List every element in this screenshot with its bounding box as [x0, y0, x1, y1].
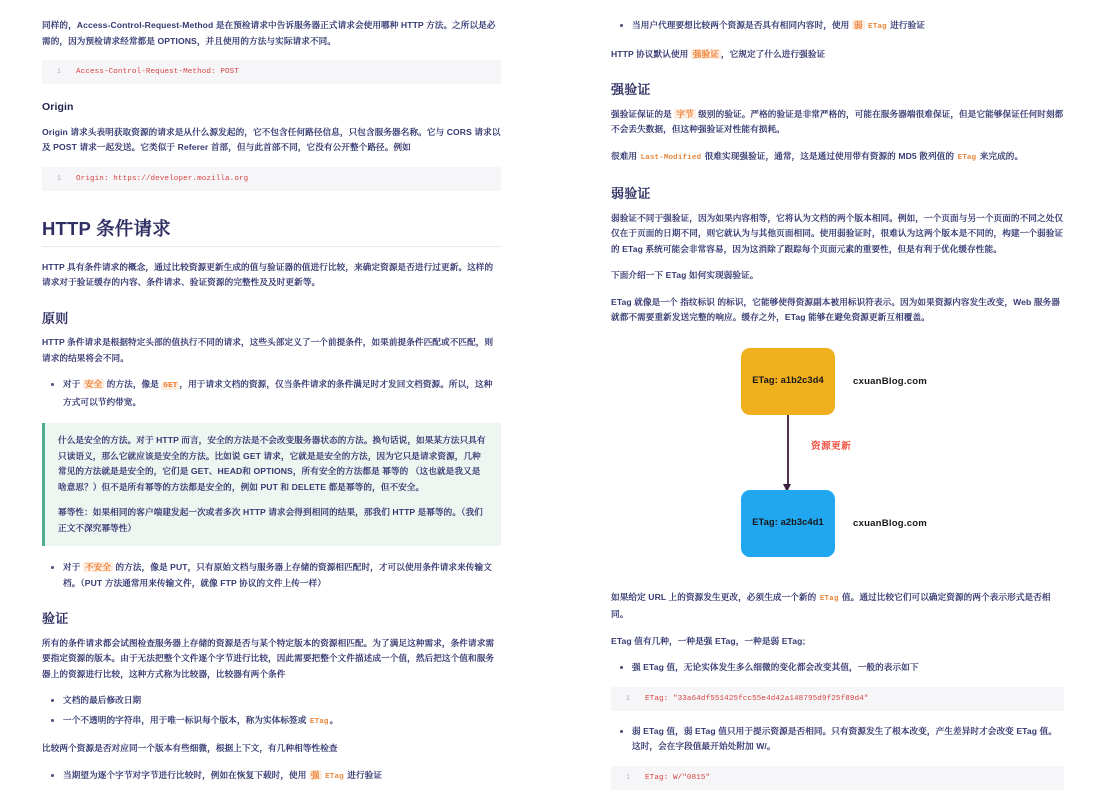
- paragraph-principle: HTTP 条件请求是根据特定头部的值执行不同的请求，这些头部定义了一个前提条件，如果前提条件匹配或不匹配，则请求的结果将会不同。: [42, 337, 494, 363]
- list-item: • 当用户代理要想比较两个资源是否具有相同内容时，使用 弱 ETag 进行验证: [632, 18, 1064, 36]
- code-line-number: 1: [625, 694, 631, 703]
- list-verify-conditions: [42, 693, 501, 730]
- list-weak-etag: [611, 724, 1064, 755]
- heading-strong-validation: 强验证: [611, 82, 651, 97]
- heading-weak-validation: 弱验证: [611, 186, 651, 201]
- code-block-strong-etag: [611, 687, 1064, 711]
- list-item: • 一个不透明的字符串，用于唯一标识每个版本，称为实体标签或 ETag。: [63, 713, 501, 731]
- code-line-number: 1: [56, 174, 62, 183]
- list-item: • 对于 安全 的方法，像是 GET ，用于请求文档的资源，仅当条件请求的条件满足时才发回文档资源。所以，这种方式可以节约带宽。: [63, 377, 501, 410]
- inline-code-last-modified: Last-Modified: [640, 153, 702, 162]
- code-line-number: 1: [56, 68, 62, 76]
- arrow-line: [787, 415, 789, 487]
- heading-verify: 验证: [42, 611, 69, 627]
- paragraph-verify: 所有的条件请求都会试图检查服务器上存储的资源是否与某个特定版本的资源相匹配。为了满足这种需求，条件请求需要指定资源的版本。由于无法把整个文件逐个字节进行比较，因此需要把整个文件描述成一个值，然后把这个值和服务器上的资源进行比较，这种方式称为比较器，比较器有两个条件: [42, 637, 495, 679]
- list-compare-strong: [42, 768, 501, 786]
- note-block-safe-methods: [42, 423, 501, 546]
- diagram-site-label-bottom: cxuanBlog.com: [853, 517, 928, 529]
- heading-principle: 原则: [42, 310, 69, 326]
- list-item: • 文档的最后修改日期: [63, 693, 501, 709]
- paragraph-weak-validation: 弱验证不同于强验证，因为如果内容相等，它将认为文档的两个版本相同。例如，一个页面与另一个页面的不同之处仅仅在于页面的日期不同，则它就认为与其他页面相同。使用弱验证时，很难认为这两个版本是不同的，构建一个弱验证的 ETag 系统可能会非常容易，因为这消除了跟踪每个页面元素的重要性，但是有利于优化缓存性能。: [611, 212, 1064, 254]
- list-principle-safe: [42, 377, 501, 410]
- diagram-arrow: [781, 415, 795, 493]
- highlight-unsafe: 不安全: [84, 562, 111, 573]
- list-compare-weak: [611, 18, 1064, 36]
- page-left: [0, 0, 553, 781]
- paragraph-strong-validation-1: 强验证保证的是 字节 级别的验证。严格的验证是非常严格的，可能在服务器端很难保证，但是它能够保证任何时刻都不会丢失数据，但这种强验证对性能有损耗。: [611, 108, 1064, 134]
- diagram-box-old-etag: ETag: a1b2c3d4: [741, 348, 835, 415]
- code-text: Origin: https://developer.mozilla.org: [76, 174, 249, 183]
- title-divider: [42, 246, 501, 247]
- code-block-access-control-request-method: [42, 60, 501, 84]
- note-paragraph-1: 什么是安全的方法。对于 HTTP 而言，安全的方法是不会改变服务器状态的方法。换句话说，如果某方法只具有只读语义，那么它就应该是安全的方法。比如说 GET 请求，它就是是安全的方法，因为它只是请求资源，几种常见的方法就是是安全的，它们是 GET、HEAD和 OPTIONS，所有安全的方法都是 幂等的 （这也就是我又是啥意思？）但不是所有幂等的方法都是安全的，例如 PUT 和 DELETE 都是幂等的，但不安全。: [58, 435, 486, 492]
- code-block-weak-etag: [611, 766, 1064, 790]
- inline-code-get: GET: [163, 382, 178, 391]
- paragraph-after-figure: 如果给定 URL 上的资源发生更改，必须生成一个新的 ETag 值。通过比较它们可以确定资源的两个表示形式是否相同。: [611, 591, 1051, 619]
- inline-code-etag: ETag: [309, 717, 329, 726]
- code-line-number: 1: [625, 773, 631, 782]
- etag-update-diagram: [611, 344, 1064, 576]
- paragraph-strong-validation-2: 很难用 Last-Modified 很难实现强验证，通常，这是通过使用带有资源的 MD5 散列值的 ETag 来完成的。: [611, 150, 1024, 162]
- code-text: ETag: "33a64df551425fcc55e4d42a148795d9f25f89d4": [645, 694, 869, 703]
- inline-code-etag: ETag: [819, 594, 839, 603]
- inline-code-etag: ETag: [957, 153, 977, 162]
- paragraph-etag-kinds: ETag 值有几种，一种是强 ETag，一种是弱 ETag;: [611, 635, 806, 646]
- paragraph-http-conditional-intro: HTTP 具有条件请求的概念，通过比较资源更新生成的值与验证器的值进行比较，来确定资源是否进行过更新。这样的请求对于验证缓存的内容、条件请求、验证资源的完整性及及时更新等。: [42, 261, 494, 288]
- page-title: HTTP 条件请求: [42, 217, 171, 239]
- highlight-byte: 字节: [676, 108, 694, 119]
- code-text: ETag: W/"0815": [645, 773, 711, 782]
- page-right: [553, 0, 1100, 782]
- code-text: Access-Control-Request-Method: POST: [76, 68, 239, 76]
- highlight-weak: 弱: [853, 20, 863, 30]
- inline-code-etag: ETag: [325, 772, 344, 781]
- heading-origin: Origin: [42, 101, 74, 113]
- diagram-box-new-etag: ETag: a2b3c4d1: [741, 490, 835, 557]
- list-item: • 强 ETag 值，无论实体发生多么细微的变化都会改变其值，一般的表示如下: [632, 660, 1064, 676]
- code-block-origin: [42, 167, 501, 191]
- highlight-strong-validation: 强验证: [692, 48, 719, 59]
- list-principle-unsafe: [42, 560, 501, 591]
- list-strong-etag: [611, 660, 1064, 676]
- highlight-strong: 强: [310, 769, 320, 780]
- list-item: • 当期望为逐个字节对字节进行比较时，例如在恢复下载时，使用 强 ETag 进行验证: [63, 768, 501, 786]
- list-item: • 弱 ETag 值，弱 ETag 值只用于提示资源是否相同。只有资源发生了根本改变，产生差异时才会改变 ETag 值。这时，会在字段值最开始处附加 W/。: [632, 724, 1064, 755]
- list-item: • 对于 不安全 的方法，像是 PUT，只有原始文档与服务器上存储的资源相匹配时，才可以使用条件请求来传输文档。（PUT 方法通常用来传输文件，就像 FTP 协议的文件上传一样）: [63, 560, 501, 591]
- paragraph-etag-fingerprint: ETag 就像是一个 指纹标识 的标识，它能够使得资源副本被用标识符表示。因为如果资源内容发生改变，Web 服务器就都不需要重新发送完整的响应。缓存之外，ETag 能够在避免资源更新互相覆盖。: [611, 296, 1060, 322]
- inline-code-etag: ETag: [868, 23, 887, 31]
- paragraph-http-default-validation: HTTP 协议默认使用 强验证 ，它规定了什么进行强验证: [611, 48, 826, 59]
- highlight-safe: 安全: [84, 379, 103, 390]
- note-paragraph-2: 幂等性：如果相同的客户端建发起一次或者多次 HTTP 请求会得到相同的结果，那我们 HTTP 是幂等的。（我们正文不深究幂等性）: [58, 507, 483, 533]
- paragraph-access-control-request-method: 同样的，Access-Control-Request-Method 是在预检请求中告诉服务器正式请求会使用哪种 HTTP 方法。之所以是必需的，因为预检请求经常都是 OPTIONS，并且使用的方法与实际请求不同。: [42, 20, 496, 46]
- paragraph-compare: 比较两个资源是否对应同一个版本有些细微，根据上下文，有几种相等性检查: [42, 743, 338, 754]
- diagram-arrow-label: 资源更新: [811, 440, 852, 452]
- paragraph-next-intro: 下面介绍一下 ETag 如何实现弱验证。: [611, 270, 759, 280]
- paragraph-origin: Origin 请求头表明获取资源的请求是从什么源发起的，它不包含任何路径信息，只包含服务器名称。它与 CORS 请求以及 POST 请求一起发送。它类似于 Referer 首部，但与此首部不同，它没有公开整个路径。例如: [42, 126, 501, 152]
- diagram-site-label-top: cxuanBlog.com: [853, 375, 928, 387]
